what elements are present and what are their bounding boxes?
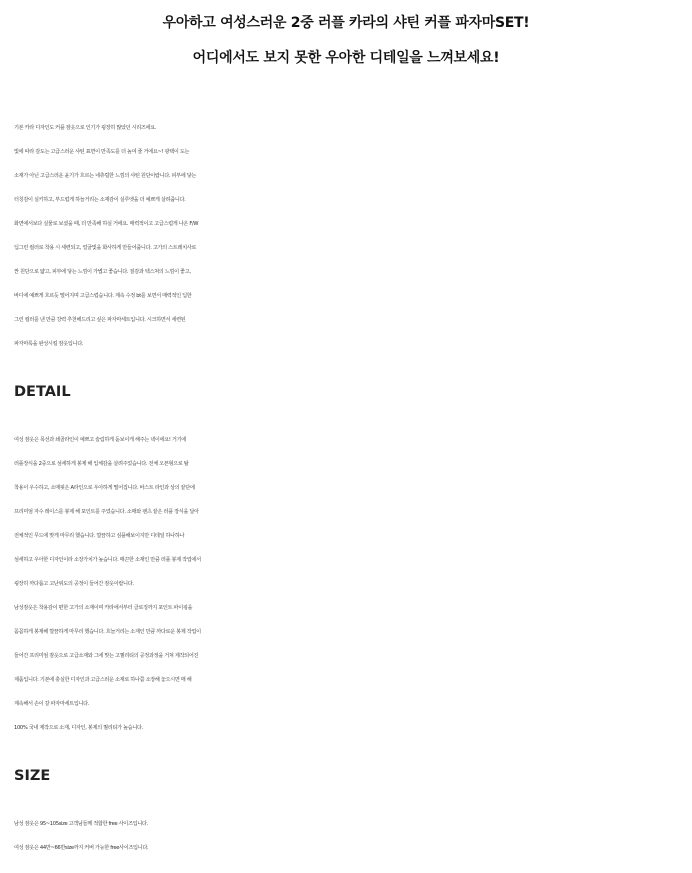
headline-line-2: 어디에서도 보지 못한 우아한 디테일을 느껴보세요! xyxy=(192,50,500,66)
headline-line-1: 우아하고 여성스러운 2중 러플 카라의 샤틴 커플 파자마SET! xyxy=(162,15,530,31)
intro-line: 소재가 아닌 고급스러운 윤기가 흐르는 네츄럴한 느낌의 샤틴 원단이랍니다. 피부에 닿는 xyxy=(14,173,197,179)
size-line: 여성 잠옷은 44반~66반size까지 커버 가능한 free사이즈입니다. xyxy=(14,845,149,851)
detail-line: 제품입니다. 기본에 충실한 디자인과 고급스러운 소재로 하나쯤 소장해 놓으시면 매 해 xyxy=(14,677,192,683)
intro-line: 화면에서보다 실물로 보셨을 때, 더 만족해 하실 거에요. 매력적이고 고급스럽게 나온 F/W xyxy=(14,221,199,227)
spacer xyxy=(14,740,686,764)
spacer xyxy=(14,788,686,812)
spacer xyxy=(14,356,686,380)
intro-line: 바디에 예쁘게 흐르듯 떨어지며 고급스럽습니다. 계속 수정 bt를 보면서 매력적인 딥한 xyxy=(14,293,192,299)
spacer xyxy=(14,404,686,428)
detail-line: 러플장식을 2중으로 섬세하게 봉제 해 입체감을 살려주었습니다. 전체 오픈형으로 탈 xyxy=(14,461,189,467)
detail-heading: DETAIL xyxy=(14,384,71,400)
detail-line: 들어간 프리미엄 잠옷으로 고급소재와 그에 맞는 고퀄리티의 공정과정을 거쳐 제작되어진 xyxy=(14,653,199,659)
intro-line: 그린 컬러를 낸 만큼 강력 추천해드리고 싶은 파자마세트입니다. 시크하면서 세련된 xyxy=(14,317,186,323)
detail-paragraph xyxy=(14,428,686,740)
detail-line: 착용이 우수하고, 소매핏은 A라인으로 우아하게 떨어집니다. 바스트 라인과 상의 끝단에 xyxy=(14,485,195,491)
size-line: 남성 잠옷은 95~105size 고객님들께 적합한 free 사이즈입니다. xyxy=(14,821,148,827)
detail-line: 남성잠옷은 착용감이 편한 고가의 소재이며 카라에서부터 클로징까지 포인트 파이핑을 xyxy=(14,605,193,611)
intro-line: 기본 카라 디자인도 커플 잠옷으로 인기가 굉장히 많았던 시리즈에요. xyxy=(14,125,157,131)
intro-line: 빛에 따라 감도는 고급스러운 샤틴 표면이 만족도를 더 높여 줄 거에요~! 광택이 도는 xyxy=(14,149,190,155)
size-heading: SIZE xyxy=(14,768,51,784)
detail-line: 꼼꼼하게 봉제해 깔끔하게 마무리 했습니다. 흐늘거리는 소재인 만큼 까다로운 봉제 작업이 xyxy=(14,629,201,635)
size-paragraph xyxy=(14,812,686,860)
intro-line: 딥그린 컬러로 착용 시 세련되고, 얼굴빛을 화사하게 만들어줍니다. 고가의 스트레치사로 xyxy=(14,245,197,251)
detail-line: 전체적인 무드에 맞게 마무리 했습니다. 깔끔하고 심플해보이지만 디테일 하나하나 xyxy=(14,533,185,539)
detail-line: 계속해서 손이 갈 파자마세트입니다. xyxy=(14,701,90,707)
detail-line: 굉장히 까다롭고 고난위도의 공정이 들어간 잠옷이랍니다. xyxy=(14,581,134,587)
intro-paragraph xyxy=(14,116,686,356)
detail-line: 프리미엄 자수 레이스를 봉제 해 포인트를 주었습니다. 소매와 팬츠 끝은 러플 장식을 달아 xyxy=(14,509,199,515)
detail-line: 100% 국내 제작으로 소재, 디자인, 봉제의 퀄리티가 높습니다. xyxy=(14,725,143,731)
intro-line: 짠 원단으로 얇고, 피부에 닿는 느낌이 가볍고 좋습니다. 질감과 텍스쳐의 느낌이 좋고, xyxy=(14,269,191,275)
product-description xyxy=(14,116,686,860)
detail-line: 여성 잠옷은 목선과 쇄골라인이 예쁘고 슬림하게 돋보이게 해주는 넥이에요! 거기에 xyxy=(14,437,186,443)
detail-line: 섬세하고 우아한 디자인이라 소장가치가 높습니다. 매끈한 소재인 만큼 러플 봉제 작업에서 xyxy=(14,557,201,563)
intro-line: 파자마룩을 완성시킬 잠옷입니다. xyxy=(14,341,84,347)
intro-line: 터칭감이 실키하고, 부드럽게 하늘거리는 소재감이 실루엣을 더 예쁘게 살려줍니다. xyxy=(14,197,186,203)
product-headline xyxy=(0,6,692,76)
